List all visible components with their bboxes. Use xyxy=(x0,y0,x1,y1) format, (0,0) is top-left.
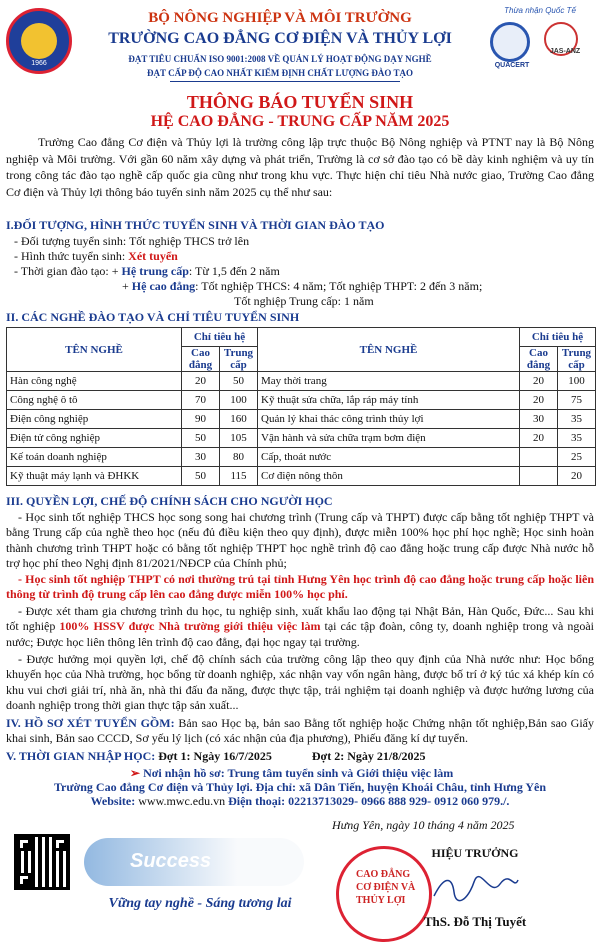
quota-tc: 115 xyxy=(220,467,258,486)
form-label: - Hình thức tuyển sinh: xyxy=(14,249,129,263)
table-row xyxy=(7,448,596,467)
quota-tc: 50 xyxy=(220,372,258,391)
section-3-heading: III. QUYỀN LỢI, CHẾ ĐỘ CHÍNH SÁCH CHO NGƯỜI HỌC xyxy=(6,494,333,508)
section-5-heading: V. THỜI GIAN NHẬP HỌC: xyxy=(6,749,159,763)
program-name: May thời trang xyxy=(258,372,520,391)
col-quota-left: Chỉ tiêu hệ xyxy=(182,328,258,347)
quota-tc: 100 xyxy=(220,391,258,410)
table-row xyxy=(7,391,596,410)
program-name: Điện công nghiệp xyxy=(7,410,182,429)
qr-finder xyxy=(17,873,31,887)
table-row xyxy=(7,410,596,429)
table-row xyxy=(7,372,596,391)
col-tc-left: Trung cấp xyxy=(220,347,258,372)
table-row xyxy=(7,429,596,448)
quota-cd: 30 xyxy=(520,410,558,429)
benefit-3a: - Được xét tham gia chương trình du học, tu nghiệp sinh, xuất khẩu lao động tại Nhật Bản, Hàn Quốc, Đức... Sau khi tốt nghiệp xyxy=(6,604,594,634)
signer-name: ThS. Đỗ Thị Tuyết xyxy=(423,914,527,929)
header-rule xyxy=(170,81,400,82)
form-value: Xét tuyển xyxy=(128,249,178,263)
certification-logos xyxy=(484,4,596,78)
time-line xyxy=(14,264,280,279)
col-name-left: TÊN NGHỀ xyxy=(7,328,182,372)
qr-code[interactable] xyxy=(14,834,70,890)
time-label: - Thời gian đào tạo: + xyxy=(14,264,122,278)
signer-role: HIỆU TRƯỞNG xyxy=(431,846,519,860)
program-name: Công nghệ ô tô xyxy=(7,391,182,410)
stamp-line-3: THỦY LỢI xyxy=(356,895,406,906)
program-name: Kỹ thuật sửa chữa, lắp ráp máy tính xyxy=(258,391,520,410)
quota-tc: 160 xyxy=(220,410,258,429)
receive-line xyxy=(130,766,453,781)
col-name-right: TÊN NGHỀ xyxy=(258,328,520,372)
quota-cd: 20 xyxy=(520,372,558,391)
cd-value: : Tốt nghiệp THCS: 4 năm; Tốt nghiệp THPT: 2 đến 3 năm; xyxy=(195,279,483,293)
tc-value: : Từ 1,5 đến 2 năm xyxy=(188,264,280,278)
benefit-2: - Học sinh tốt nghiệp THPT có nơi thường trú tại tỉnh Hưng Yên học trình độ cao đẳng hoặc trung cấp hoặc liên thông từ trình độ trung cấp lên cao đẳng được miễn 100% học phí. xyxy=(6,572,594,602)
receive-text: Nơi nhận hồ sơ: Trung tâm tuyển sinh và Giới thiệu việc làm xyxy=(143,766,454,780)
address-line: Trường Cao đẳng Cơ điện và Thủy lợi. Địa chỉ: xã Dân Tiến, huyện Khoái Châu, tỉnh Hưng Yên xyxy=(53,780,547,794)
notice-title: THÔNG BÁO TUYỂN SINH xyxy=(186,92,414,112)
qr-finder xyxy=(53,837,67,851)
quota-cd: 70 xyxy=(182,391,220,410)
quacert-logo xyxy=(490,22,530,62)
benefit-3c: tại các tập đoàn, công ty, doanh nghiệp trong và ngoài nước; Được học liên thông lên trình độ cao đẳng, đại học ngay tại trường. xyxy=(6,619,595,649)
quota-cd: 20 xyxy=(520,429,558,448)
quota-cd: 20 xyxy=(182,372,220,391)
logo-year: 1966 xyxy=(31,60,47,67)
school-logo xyxy=(6,8,72,74)
programs-table xyxy=(6,327,596,486)
cd-label: Hệ cao đẳng xyxy=(131,279,196,293)
cd-line-2: Tốt nghiệp Trung cấp: 1 năm xyxy=(234,294,374,308)
program-name: Cơ điện nông thôn xyxy=(258,467,520,486)
qr-finder xyxy=(17,837,31,851)
quota-cd: 50 xyxy=(182,429,220,448)
tc-label: Hệ trung cấp xyxy=(121,264,189,278)
notice-subtitle: HỆ CAO ĐẲNG - TRUNG CẤP NĂM 2025 xyxy=(150,113,450,130)
website-link[interactable]: www.mwc.edu.vn xyxy=(138,794,226,808)
section-1-heading: I.ĐỐI TƯỢNG, HÌNH THỨC TUYỂN SINH VÀ THỜI GIAN ĐÀO TẠO xyxy=(6,218,385,232)
quality-standard: ĐẠT CẤP ĐỘ CAO NHẤT KIỂM ĐỊNH CHẤT LƯỢNG ĐÀO TẠO xyxy=(146,68,414,78)
benefit-1: - Học sinh tốt nghiệp THCS học song song hai chương trình (Trung cấp và THPT) được cấp bằng tốt nghiệp THPT và bằng Trung cấp của nghề theo học (nếu đủ điều kiện theo quy định), được miễn 100% học phí học nghề; Học sinh hoàn thành chương trình THPT hoặc có bằng tốt nghiệp THPT học nghề trình độ cao đẳng hoặc trung cấp được Nhà nước hỗ trợ học phí theo Nghị định 81/2021/NĐCP của Chính phủ; xyxy=(6,510,594,571)
cert-caption: Thừa nhận Quốc Tế xyxy=(504,6,576,15)
section-4 xyxy=(6,716,594,747)
program-name: Vận hành và sửa chữa trạm bơm điện xyxy=(258,429,520,448)
quota-tc: 35 xyxy=(558,429,596,448)
section-5 xyxy=(6,749,426,764)
quota-cd: 50 xyxy=(182,467,220,486)
contact-line xyxy=(0,794,600,809)
benefit-3-highlight: 100% HSSV được Nhà trường giới thiệu việc làm xyxy=(59,619,321,634)
phone-text: Điện thoại: 02213713029- 0966 888 929- 0912 060 979./. xyxy=(225,794,510,808)
section-4-text: Bản sao Học bạ, bản sao Bằng tốt nghiệp hoặc Chứng nhận tốt nghiệp,Bản sao Giấy khai sinh, Bản sao CCCD, Sơ yếu lý lịch (có xác nhận của địa phương), Phiếu đăng kí dự tuyển. xyxy=(6,716,595,746)
program-name: Cấp, thoát nước xyxy=(258,448,520,467)
sign-date: Hưng Yên, ngày 10 tháng 4 năm 2025 xyxy=(332,818,515,832)
jasanz-label: JAS-ANZ xyxy=(549,48,581,55)
brand-text: Success xyxy=(130,850,212,872)
quota-tc: 20 xyxy=(558,467,596,486)
intro-paragraph: Trường Cao đẳng Cơ điện và Thủy lợi là trường công lập trực thuộc Bộ Nông nghiệp và PTNT nay là Bộ Nông nghiệp và Môi trường. Với gần 60 năm xây dựng và phát triển, Trường là cơ sở đào tạo có bề dày kinh nghiệm và uy tín trong công tác đào tạo nghề cấp quốc gia cũng như trong khu vực. Thực hiện chỉ tiêu Nhà nước giao, Trường Cao đẳng Cơ điện và Thủy lợi thông báo tuyển sinh năm 2025 cụ thể như sau: xyxy=(6,135,594,199)
cd-prefix: + xyxy=(122,279,132,293)
round-1: Đợt 1: Ngày 16/7/2025 xyxy=(158,749,272,763)
section-2-heading: II. CÁC NGHỀ ĐÀO TẠO VÀ CHỈ TIÊU TUYỂN SINH xyxy=(6,310,300,324)
arrow-icon: ➢ xyxy=(130,766,141,780)
school-name: TRƯỜNG CAO ĐẲNG CƠ ĐIỆN VÀ THỦY LỢI xyxy=(108,30,452,47)
benefit-4: - Được hưởng mọi quyền lợi, chế độ chính sách của trường công lập theo quy định của Nhà nước như: Học bổng khuyến học của Nhà trường, học bổng từ doanh nghiệp, xác nhận vay vốn ngân hàng, được bố trí ở ký túc xá khép kín có khu vui chơi giải trí, nhà ăn, nhà thi đấu đa năng, được thực tập, trải nghiệm tại doanh nghiệp và được hưởng lương của doanh nghiệp trong thời gian thực tập sản xuất... xyxy=(6,652,594,713)
quota-cd: 30 xyxy=(182,448,220,467)
quota-tc: 80 xyxy=(220,448,258,467)
ministry-name: BỘ NÔNG NGHIỆP VÀ MÔI TRƯỜNG xyxy=(148,10,412,26)
program-name: Kế toán doanh nghiệp xyxy=(7,448,182,467)
cd-line xyxy=(122,279,482,294)
benefit-3 xyxy=(6,604,594,650)
col-cd-left: Cao đẳng xyxy=(182,347,220,372)
header xyxy=(0,4,600,86)
quacert-label: QUACERT xyxy=(494,62,530,69)
quota-tc: 35 xyxy=(558,410,596,429)
quota-tc: 100 xyxy=(558,372,596,391)
signature-icon xyxy=(430,870,520,906)
col-quota-right: Chỉ tiêu hệ xyxy=(520,328,596,347)
stamp-line-1: CAO ĐẲNG xyxy=(356,869,411,880)
section-4-heading: IV. HỒ SƠ XÉT TUYỂN GỒM: xyxy=(6,716,179,730)
iso-standard: ĐẠT TIÊU CHUẨN ISO 9001:2008 VỀ QUẢN LÝ HOẠT ĐỘNG DẠY NGHỀ xyxy=(128,54,432,64)
web-label: Website: xyxy=(90,794,139,808)
quota-cd: 90 xyxy=(182,410,220,429)
col-cd-right: Cao đẳng xyxy=(520,347,558,372)
quota-tc: 105 xyxy=(220,429,258,448)
program-name: Quản lý khai thác công trình thủy lợi xyxy=(258,410,520,429)
quota-tc: 25 xyxy=(558,448,596,467)
logo-emblem xyxy=(21,23,57,59)
program-name: Kỹ thuật máy lạnh và ĐHKK xyxy=(7,467,182,486)
target-line: - Đối tượng tuyển sinh: Tốt nghiệp THCS trở lên xyxy=(14,234,250,248)
round-2: Đợt 2: Ngày 21/8/2025 xyxy=(311,749,426,763)
quota-cd: 20 xyxy=(520,391,558,410)
col-tc-right: Trung cấp xyxy=(558,347,596,372)
program-name: Hàn công nghệ xyxy=(7,372,182,391)
stamp-line-2: CƠ ĐIỆN VÀ xyxy=(356,882,416,893)
table-row xyxy=(7,467,596,486)
program-name: Điện tử công nghiệp xyxy=(7,429,182,448)
quota-cd xyxy=(520,467,558,486)
form-line xyxy=(14,249,178,264)
slogan: Vững tay nghề - Sáng tương lai xyxy=(108,896,292,911)
quota-cd xyxy=(520,448,558,467)
quota-tc: 75 xyxy=(558,391,596,410)
